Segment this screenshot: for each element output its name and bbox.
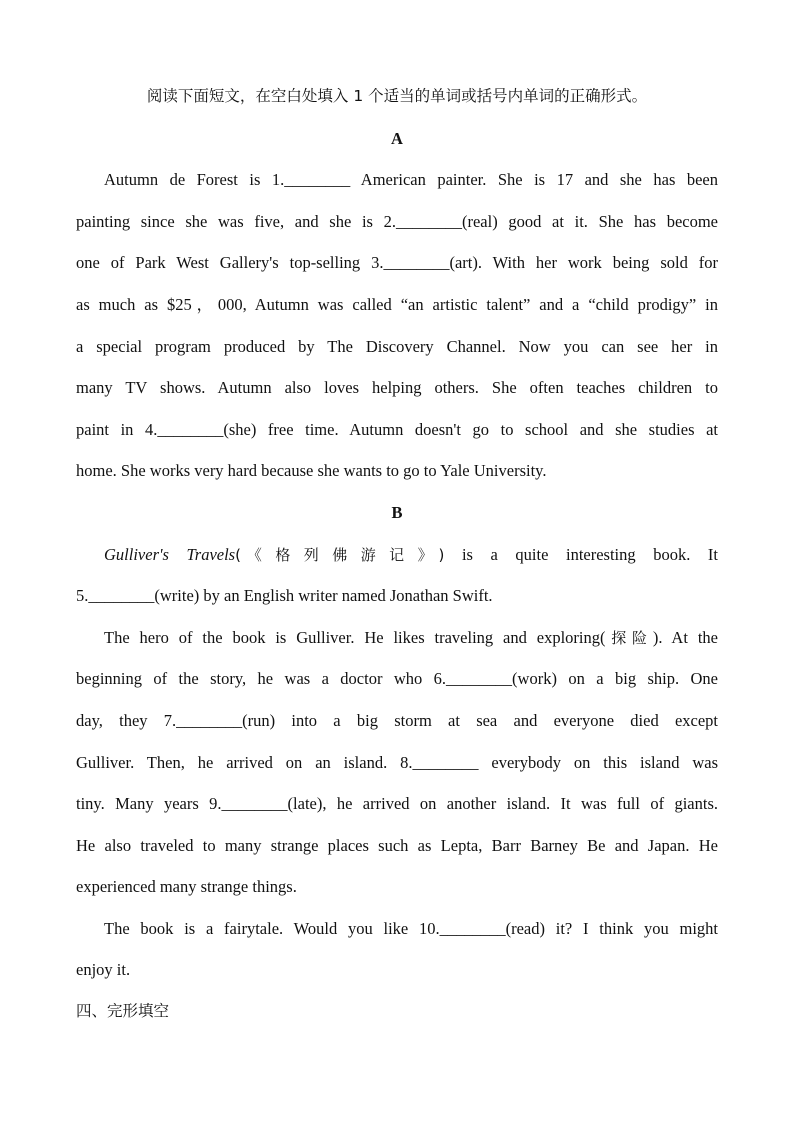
passage-a-line: as much as $25，000, Autumn was called “an artistic talent” and a “child prodigy” in xyxy=(76,294,718,314)
passage-b-title-line xyxy=(76,534,718,576)
passage-b-line: Gulliver. Then, he arrived on an island. 8.________ everybody on this island was xyxy=(76,752,718,772)
instruction-text: 阅读下面短文，在空白处填入 1 个适当的单词或括号内单词的正确形式。 xyxy=(146,87,648,105)
passage-a-line: home. She works very hard because she wants to go to Yale University. xyxy=(76,461,547,481)
passage-a-line: paint in 4.________(she) free time. Autumn doesn't go to school and she studies at xyxy=(76,419,718,439)
para2-text-pre: The hero of the book is Gulliver. He likes traveling and exploring( xyxy=(104,627,606,647)
passage-b-line: beginning of the story, he was a doctor who 6.________(work) on a big ship. One xyxy=(76,669,718,689)
next-section-heading: 四、完形填空 xyxy=(76,1002,170,1021)
passage-a-line: many TV shows. Autumn also loves helping others. She often teaches children to xyxy=(76,378,718,398)
passage-b xyxy=(76,534,718,992)
passage-b-line: The book is a fairytale. Would you like 10.________(read) it? I think you might xyxy=(104,918,718,938)
passage-a xyxy=(76,159,718,492)
passage-a-line: Autumn de Forest is 1.________ American painter. She is 17 and she has been xyxy=(104,170,718,190)
para2-text-post: ). At the xyxy=(652,627,718,647)
passage-b-line: day, they 7.________(run) into a big storm at sea and everyone died except xyxy=(76,710,718,730)
passage-b-line: He also traveled to many strange places such as Lepta, Barr Barney Be and Japan. He xyxy=(76,835,718,855)
book-title-chinese: (《格列佛游记》) xyxy=(235,545,445,564)
passage-b-para2-first-line xyxy=(76,617,718,659)
book-title: Gulliver's Travels xyxy=(104,544,236,564)
passage-b-line: tiny. Many years 9.________(late), he arrived on another island. It was full of giants. xyxy=(76,794,718,814)
passage-a-heading: A xyxy=(391,128,403,148)
para2-chinese-word: 探险 xyxy=(605,628,653,647)
passage-b-line: 5.________(write) by an English writer named Jonathan Swift. xyxy=(76,586,493,606)
passage-a-line: a special program produced by The Discovery Channel. Now you can see her in xyxy=(76,336,718,356)
passage-a-line: painting since she was five, and she is 2.________(real) good at it. She has become xyxy=(76,211,718,231)
passage-b-line: experienced many strange things. xyxy=(76,877,297,897)
passage-b-heading: B xyxy=(391,502,403,522)
passage-a-line: one of Park West Gallery's top-selling 3.________(art). With her work being sold for xyxy=(76,253,718,273)
passage-b-line: enjoy it. xyxy=(76,960,131,980)
worksheet-page xyxy=(76,76,718,1033)
passage-b-line-rest: is a quite interesting book. It xyxy=(444,544,718,564)
